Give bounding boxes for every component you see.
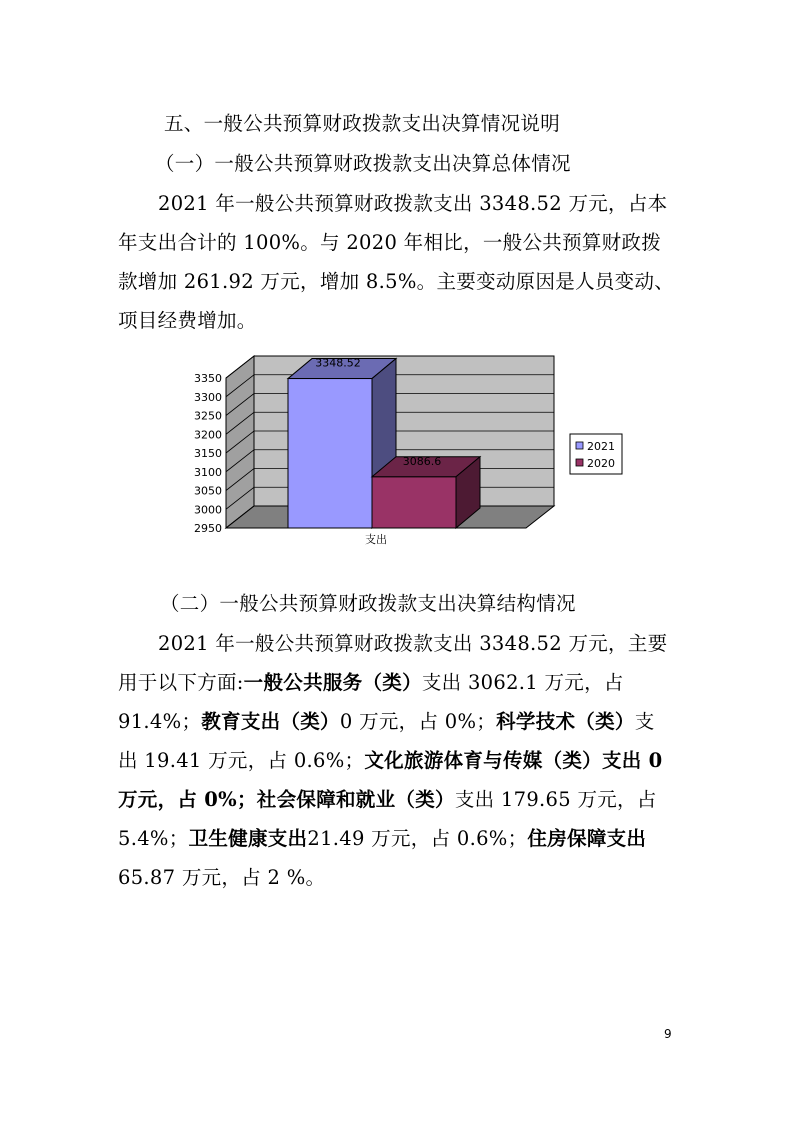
- para1-line-2: 年支出合计的 100%。与 2020 年相比，一般公共预算财政拨: [118, 231, 662, 254]
- y-tick-label: 3200: [194, 428, 222, 442]
- legend-swatch: [576, 442, 583, 449]
- category-social-security: 社会保障和就业（类）: [256, 788, 455, 811]
- y-tick-label: 3050: [194, 484, 222, 498]
- y-tick-label: 3000: [194, 503, 222, 517]
- y-tick-label: 3250: [194, 409, 222, 423]
- para2-text-bold: 万元，占 0%；: [118, 788, 257, 811]
- category-education: 教育支出（类）: [201, 710, 340, 733]
- para2-text: 用于以下方面:: [118, 671, 244, 694]
- page-number: 9: [664, 1027, 672, 1041]
- subsection-heading-1: （一）一般公共预算财政拨款支出决算总体情况: [155, 152, 571, 175]
- para2-text: 支出 179.65 万元，占: [454, 788, 657, 811]
- para1-line-3: 款增加 261.92 万元，增加 8.5%。主要变动原因是人员变动、: [118, 270, 675, 293]
- y-tick-label: 3100: [194, 465, 222, 479]
- y-tick-label: 3300: [194, 390, 222, 404]
- legend-label: 2021: [587, 440, 615, 453]
- para2-line-3: [118, 706, 655, 734]
- category-general-public-services: 一般公共服务（类）: [243, 671, 422, 694]
- para2-text: 支出 3062.1 万元，占: [421, 671, 624, 694]
- category-health: 卫生健康支出: [188, 827, 308, 850]
- para2-text: 支: [634, 710, 655, 733]
- data-label: 3086.6: [402, 454, 442, 468]
- category-culture-tourism: 文化旅游体育与传媒（类）支出 0: [364, 749, 663, 772]
- y-tick-label: 2950: [194, 522, 222, 535]
- subsection-heading-2: （二）一般公共预算财政拨款支出决算结构情况: [160, 592, 576, 615]
- para1-line-1: 2021 年一般公共预算财政拨款支出 3348.52 万元，占本: [158, 192, 668, 215]
- para2-text: 91.4%；: [118, 710, 202, 733]
- para2-text: 21.49 万元，占 0.6%；: [307, 827, 528, 850]
- legend-swatch: [576, 459, 583, 466]
- para2-line-7: 65.87 万元，占 2 %。: [118, 866, 326, 889]
- para1-line-4: 项目经费增加。: [118, 309, 257, 332]
- data-label: 3348.52: [315, 356, 361, 370]
- bar-front: [372, 477, 456, 528]
- para2-line-6: [118, 823, 646, 851]
- y-tick-label: 3150: [194, 447, 222, 460]
- x-category-label: 支出: [365, 533, 387, 546]
- para2-line-4: [118, 745, 663, 773]
- y-tick-label: 3350: [194, 372, 222, 385]
- para2-text: 0 万元，占 0%；: [339, 710, 497, 733]
- category-science-tech: 科学技术（类）: [496, 710, 635, 733]
- chart-legend: [570, 434, 622, 474]
- para2-line-5: [118, 784, 657, 812]
- bar-front: [288, 379, 372, 528]
- section-heading: 五、一般公共预算财政拨款支出决算情况说明: [164, 112, 561, 135]
- para2-line-1: 2021 年一般公共预算财政拨款支出 3348.52 万元，主要: [158, 632, 668, 655]
- legend-label: 2020: [587, 457, 615, 470]
- expenditure-bar-chart: [180, 350, 640, 550]
- para2-text: 出 19.41 万元，占 0.6%；: [118, 749, 365, 772]
- para2-text: 5.4%；: [118, 827, 189, 850]
- category-housing: 住房保障支出: [527, 827, 647, 850]
- para2-line-2: [118, 667, 624, 695]
- chart-y-ticks: [194, 372, 222, 535]
